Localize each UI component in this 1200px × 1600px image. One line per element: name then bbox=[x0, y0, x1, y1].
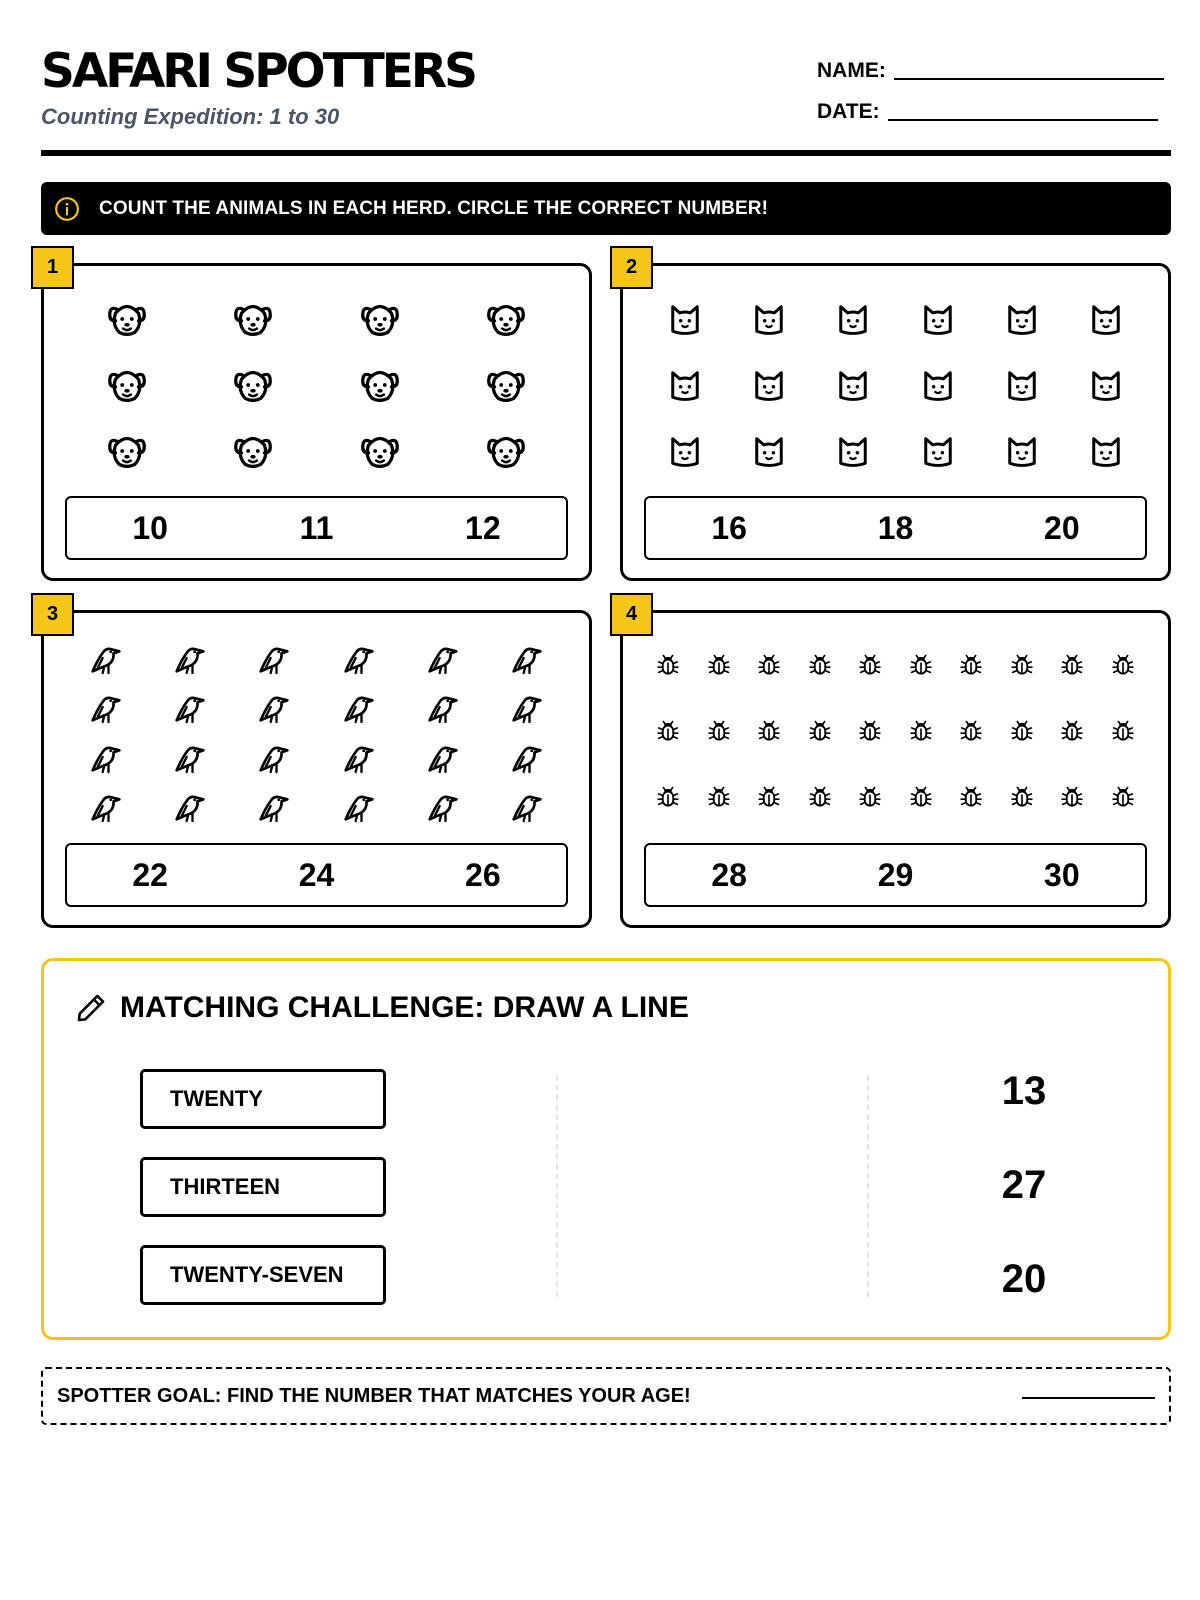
animal-cat-face-icon bbox=[664, 364, 706, 406]
page-title: SAFARI SPOTTERS bbox=[41, 44, 475, 99]
animal-dog-face-icon bbox=[104, 428, 150, 474]
animal-dog-face-icon bbox=[357, 428, 403, 474]
card-number-badge: 4 bbox=[610, 593, 653, 636]
animal-bird-icon bbox=[170, 687, 210, 727]
matching-title: MATCHING CHALLENGE: DRAW A LINE bbox=[120, 991, 689, 1024]
animal-bird-icon bbox=[170, 638, 210, 678]
animal-bug-icon bbox=[1109, 652, 1137, 680]
page-subtitle: Counting Expedition: 1 to 30 bbox=[41, 104, 340, 129]
animal-bug-icon bbox=[957, 784, 985, 812]
animal-herd bbox=[64, 633, 569, 831]
animal-bird-icon bbox=[254, 737, 294, 777]
animal-herd bbox=[643, 286, 1148, 484]
animal-cat-face-icon bbox=[1001, 364, 1043, 406]
animal-cat-face-icon bbox=[1085, 364, 1127, 406]
animal-bird-icon bbox=[170, 737, 210, 777]
name-label: NAME: bbox=[817, 59, 886, 82]
animal-bug-icon bbox=[806, 718, 834, 746]
goal-answer-line[interactable] bbox=[1022, 1397, 1155, 1399]
instruction-text: COUNT THE ANIMALS IN EACH HERD. CIRCLE THE CORRECT NUMBER! bbox=[99, 197, 769, 219]
animal-cat-face-icon bbox=[748, 298, 790, 340]
animal-herd bbox=[643, 633, 1148, 831]
animal-bird-icon bbox=[507, 687, 547, 727]
animal-bug-icon bbox=[654, 718, 682, 746]
answer-choice[interactable]: 18 bbox=[877, 509, 914, 546]
answer-choices bbox=[65, 496, 568, 560]
dashed-guide-left bbox=[556, 1075, 558, 1297]
animal-bug-icon bbox=[907, 784, 935, 812]
answer-choice[interactable]: 30 bbox=[1044, 856, 1080, 893]
animal-bug-icon bbox=[1109, 784, 1137, 812]
animal-cat-face-icon bbox=[917, 364, 959, 406]
instruction-banner bbox=[41, 182, 1171, 235]
animal-cat-face-icon bbox=[1001, 298, 1043, 340]
animal-dog-face-icon bbox=[230, 362, 276, 408]
answer-choice[interactable]: 24 bbox=[298, 856, 335, 893]
number-word-box[interactable]: TWENTY-SEVEN bbox=[140, 1245, 386, 1305]
animal-dog-face-icon bbox=[104, 362, 150, 408]
animal-bug-icon bbox=[856, 718, 884, 746]
animal-dog-face-icon bbox=[483, 428, 529, 474]
matching-challenge bbox=[41, 958, 1171, 1340]
name-field bbox=[817, 54, 1164, 84]
card-number-badge: 1 bbox=[31, 246, 74, 289]
animal-bug-icon bbox=[957, 718, 985, 746]
answer-choices bbox=[644, 843, 1147, 907]
animal-bird-icon bbox=[423, 638, 463, 678]
animal-dog-face-icon bbox=[357, 296, 403, 342]
animal-bird-icon bbox=[507, 786, 547, 826]
counting-card-3 bbox=[41, 603, 592, 928]
animal-cat-face-icon bbox=[1085, 298, 1127, 340]
animal-dog-face-icon bbox=[230, 296, 276, 342]
answer-choice[interactable]: 16 bbox=[711, 509, 747, 546]
match-number[interactable]: 20 bbox=[1001, 1257, 1047, 1301]
animal-bird-icon bbox=[86, 638, 126, 678]
animal-bird-icon bbox=[339, 687, 379, 727]
animal-bird-icon bbox=[254, 687, 294, 727]
animal-cat-face-icon bbox=[664, 430, 706, 472]
animal-bug-icon bbox=[1058, 784, 1086, 812]
animal-bug-icon bbox=[654, 784, 682, 812]
worksheet-header bbox=[41, 40, 1171, 156]
animal-bug-icon bbox=[755, 784, 783, 812]
animal-bug-icon bbox=[907, 718, 935, 746]
animal-bug-icon bbox=[1008, 718, 1036, 746]
date-label: DATE: bbox=[817, 100, 880, 123]
match-number[interactable]: 13 bbox=[1001, 1069, 1047, 1113]
spotter-goal bbox=[41, 1367, 1171, 1425]
animal-cat-face-icon bbox=[832, 298, 874, 340]
animal-bug-icon bbox=[957, 652, 985, 680]
animal-bird-icon bbox=[86, 786, 126, 826]
animal-dog-face-icon bbox=[357, 362, 403, 408]
counting-card-2 bbox=[620, 256, 1171, 581]
animal-bug-icon bbox=[907, 652, 935, 680]
animal-bird-icon bbox=[423, 737, 463, 777]
animal-bug-icon bbox=[856, 784, 884, 812]
animal-dog-face-icon bbox=[104, 296, 150, 342]
animal-bug-icon bbox=[705, 718, 733, 746]
info-icon bbox=[54, 196, 80, 222]
animal-cat-face-icon bbox=[1085, 430, 1127, 472]
animal-bird-icon bbox=[423, 786, 463, 826]
animal-bird-icon bbox=[339, 638, 379, 678]
pencil-icon bbox=[74, 991, 108, 1025]
animal-bug-icon bbox=[755, 652, 783, 680]
name-blank-line[interactable] bbox=[894, 78, 1164, 80]
animal-bug-icon bbox=[1109, 718, 1137, 746]
animal-bug-icon bbox=[806, 652, 834, 680]
card-number-badge: 3 bbox=[31, 593, 74, 636]
counting-card-1 bbox=[41, 256, 592, 581]
animal-bird-icon bbox=[170, 786, 210, 826]
answer-choice[interactable]: 10 bbox=[132, 509, 168, 546]
answer-choice[interactable]: 12 bbox=[465, 509, 501, 546]
answer-choice[interactable]: 22 bbox=[132, 856, 168, 893]
animal-bug-icon bbox=[1058, 718, 1086, 746]
animal-bug-icon bbox=[755, 718, 783, 746]
animal-bug-icon bbox=[705, 652, 733, 680]
animal-bird-icon bbox=[423, 687, 463, 727]
answer-choice[interactable]: 28 bbox=[711, 856, 747, 893]
animal-bird-icon bbox=[339, 786, 379, 826]
animal-bug-icon bbox=[1008, 784, 1036, 812]
animal-bug-icon bbox=[705, 784, 733, 812]
animal-bird-icon bbox=[507, 638, 547, 678]
animal-cat-face-icon bbox=[748, 364, 790, 406]
animal-bird-icon bbox=[254, 638, 294, 678]
animal-cat-face-icon bbox=[832, 430, 874, 472]
matching-header bbox=[74, 991, 689, 1025]
animal-cat-face-icon bbox=[917, 430, 959, 472]
animal-cat-face-icon bbox=[1001, 430, 1043, 472]
animal-bird-icon bbox=[86, 687, 126, 727]
animal-cat-face-icon bbox=[917, 298, 959, 340]
animal-bird-icon bbox=[339, 737, 379, 777]
animal-dog-face-icon bbox=[483, 362, 529, 408]
number-word-box[interactable]: TWENTY bbox=[140, 1069, 386, 1129]
counting-card-4 bbox=[620, 603, 1171, 928]
answer-choice[interactable]: 11 bbox=[299, 509, 334, 546]
animal-bird-icon bbox=[254, 786, 294, 826]
animal-bug-icon bbox=[1008, 652, 1036, 680]
animal-herd bbox=[64, 286, 569, 484]
animal-dog-face-icon bbox=[483, 296, 529, 342]
answer-choices bbox=[65, 843, 568, 907]
date-field bbox=[817, 95, 1158, 125]
animal-cat-face-icon bbox=[664, 298, 706, 340]
animal-bug-icon bbox=[1058, 652, 1086, 680]
animal-bird-icon bbox=[86, 737, 126, 777]
animal-bug-icon bbox=[654, 652, 682, 680]
animal-dog-face-icon bbox=[230, 428, 276, 474]
answer-choice[interactable]: 29 bbox=[877, 856, 914, 893]
answer-choices bbox=[644, 496, 1147, 560]
dashed-guide-right bbox=[867, 1075, 869, 1297]
animal-cat-face-icon bbox=[748, 430, 790, 472]
card-number-badge: 2 bbox=[610, 246, 653, 289]
goal-text: SPOTTER GOAL: FIND THE NUMBER THAT MATCHES YOUR AGE! bbox=[57, 1384, 691, 1407]
answer-choice[interactable]: 20 bbox=[1044, 509, 1080, 546]
animal-bug-icon bbox=[856, 652, 884, 680]
animal-cat-face-icon bbox=[832, 364, 874, 406]
animal-bird-icon bbox=[507, 737, 547, 777]
animal-bug-icon bbox=[806, 784, 834, 812]
answer-choice[interactable]: 26 bbox=[465, 856, 501, 893]
date-blank-line[interactable] bbox=[888, 119, 1158, 121]
match-number[interactable]: 27 bbox=[1001, 1163, 1047, 1207]
number-word-box[interactable]: THIRTEEN bbox=[140, 1157, 386, 1217]
